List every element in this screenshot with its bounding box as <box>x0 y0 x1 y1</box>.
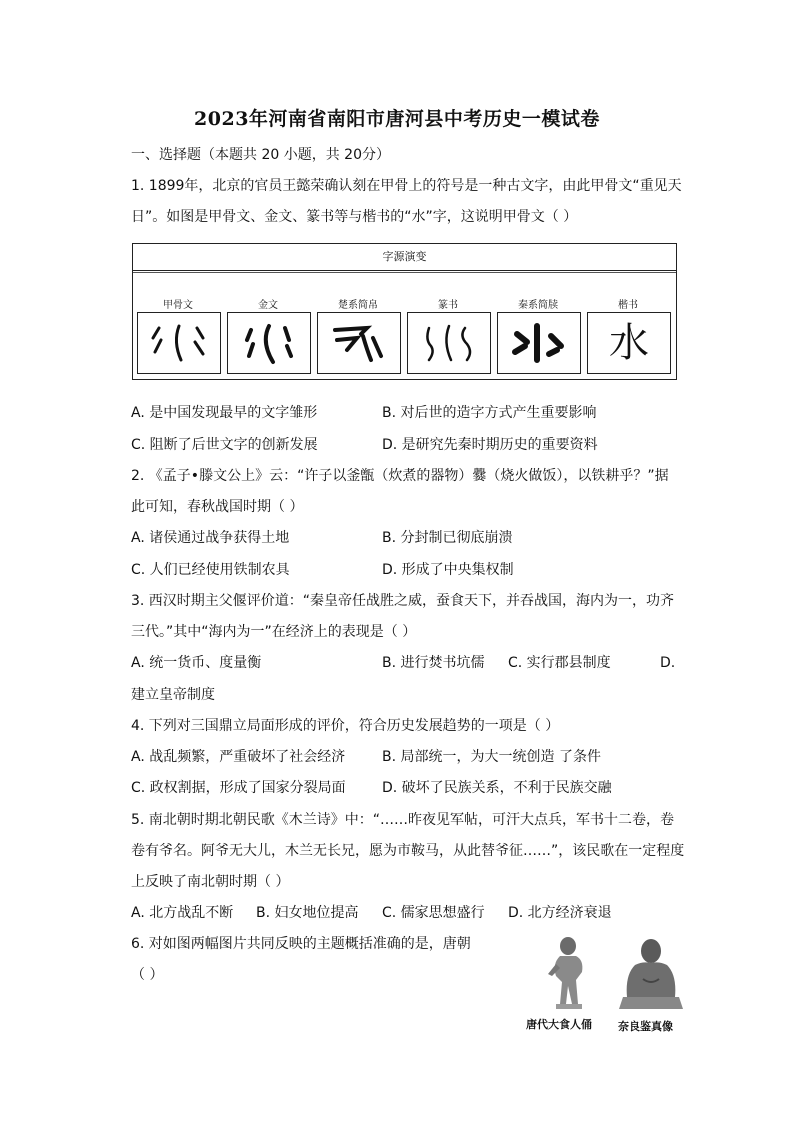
q2-stem-line1: 2. 《孟子•滕文公上》云：“许子以釜甑（炊煮的器物）爨（烧火做饭），以铁耕乎？”据 <box>131 468 669 484</box>
q4-option-c[interactable]: C. 政权割据，形成了国家分裂局面 <box>131 780 346 796</box>
q1-option-a[interactable]: A. 是中国发现最早的文字雏形 <box>131 405 318 421</box>
q5-stem-line1: 5. 南北朝时期北朝民歌《木兰诗》中：“……昨夜见军帖，可汗大点兵，军书十二卷，卷 <box>131 812 675 828</box>
script-label-qin-bamboo: 秦系简牍 <box>518 300 558 311</box>
q3-option-d-text[interactable]: 建立皇帝制度 <box>131 687 215 703</box>
script-label-zhuanshu: 篆书 <box>438 300 458 311</box>
jianzhen-statue-image <box>615 935 687 1015</box>
q4-option-d[interactable]: D. 破坏了民族关系，不利于民族交融 <box>382 780 612 796</box>
q5-stem-line2: 卷有爷名。阿爷无大儿，木兰无长兄，愿为市鞍马，从此替爷征……”，该民歌在一定程度 <box>131 843 685 859</box>
q4-option-a[interactable]: A. 战乱频繁，严重破坏了社会经济 <box>131 749 346 765</box>
section-heading: 一、选择题（本题共 20 小题，共 20分） <box>131 147 390 163</box>
character-evolution-figure <box>132 243 677 380</box>
glyph-chu-bamboo <box>317 312 401 374</box>
q2-option-d[interactable]: D. 形成了中央集权制 <box>382 562 514 578</box>
q3-stem-line1: 3. 西汉时期主父偃评价道：“秦皇帝任战胜之威，蚕食天下，并吞战国，海内为一，功齐 <box>131 593 675 609</box>
q3-option-a[interactable]: A. 统一货币、度量衡 <box>131 655 262 671</box>
q2-option-a[interactable]: A. 诸侯通过战争获得土地 <box>131 530 290 546</box>
script-label-kaishu: 楷书 <box>618 300 638 311</box>
q3-option-b[interactable]: B. 进行焚书坑儒 <box>382 655 485 671</box>
script-label-chu-bamboo: 楚系简帛 <box>338 300 378 311</box>
q1-stem-line2: 日”。如图是甲骨文、金文、篆书等与楷书的“水”字，这说明甲骨文（ ） <box>131 209 578 225</box>
script-label-jiaguwen: 甲骨文 <box>163 300 193 311</box>
q5-option-b[interactable]: B. 妇女地位提高 <box>256 905 359 921</box>
exam-title: 2023年河南省南阳市唐河县中考历史一模试卷 <box>194 108 600 130</box>
q5-option-a[interactable]: A. 北方战乱不断 <box>131 905 234 921</box>
q6-stem-line2: （ ） <box>131 967 164 983</box>
q2-stem-line2: 此可知，春秋战国时期（ ） <box>131 499 304 515</box>
q5-option-c[interactable]: C. 儒家思想盛行 <box>382 905 485 921</box>
q4-option-b[interactable]: B. 局部统一，为大一统创造 了条件 <box>382 749 601 765</box>
glyph-zhuanshu <box>407 312 491 374</box>
q1-option-c[interactable]: C. 阻断了后世文字的创新发展 <box>131 437 318 453</box>
figure-divider <box>133 272 676 273</box>
q1-option-d[interactable]: D. 是研究先秦时期历史的重要资料 <box>382 437 598 453</box>
q3-stem-line2: 三代。”其中“海内为一”在经济上的表现是（ ） <box>131 624 417 640</box>
figure-heading: 字源演变 <box>133 244 676 271</box>
glyph-jinwen <box>227 312 311 374</box>
q1-option-b[interactable]: B. 对后世的造字方式产生重要影响 <box>382 405 597 421</box>
q3-option-c[interactable]: C. 实行郡县制度 <box>508 655 611 671</box>
glyph-kaishu <box>587 312 671 374</box>
q2-option-b[interactable]: B. 分封制已彻底崩溃 <box>382 530 513 546</box>
glyph-jiaguwen <box>137 312 221 374</box>
q5-option-d[interactable]: D. 北方经济衰退 <box>508 905 612 921</box>
q6-stem-line1: 6. 对如图两幅图片共同反映的主题概括准确的是，唐朝 <box>131 936 471 952</box>
arab-figurine-image <box>542 934 594 1014</box>
kaishu-character: 水 <box>609 320 649 366</box>
script-label-jinwen: 金文 <box>258 300 278 311</box>
q4-stem-line1: 4. 下列对三国鼎立局面形成的评价，符合历史发展趋势的一项是（ ） <box>131 718 560 734</box>
q1-stem-line1: 1. 1899年，北京的官员王懿荣确认刻在甲骨上的符号是一种古文字，由此甲骨文“重见天 <box>131 178 682 194</box>
q2-option-c[interactable]: C. 人们已经使用铁制农具 <box>131 562 290 578</box>
q5-stem-line3: 上反映了南北朝时期（ ） <box>131 874 290 890</box>
glyph-qin-bamboo <box>497 312 581 374</box>
caption-arab-figurine: 唐代大食人俑 <box>526 1018 592 1031</box>
q3-option-d[interactable]: D. <box>660 655 676 671</box>
caption-jianzhen-statue: 奈良鉴真像 <box>618 1020 673 1033</box>
